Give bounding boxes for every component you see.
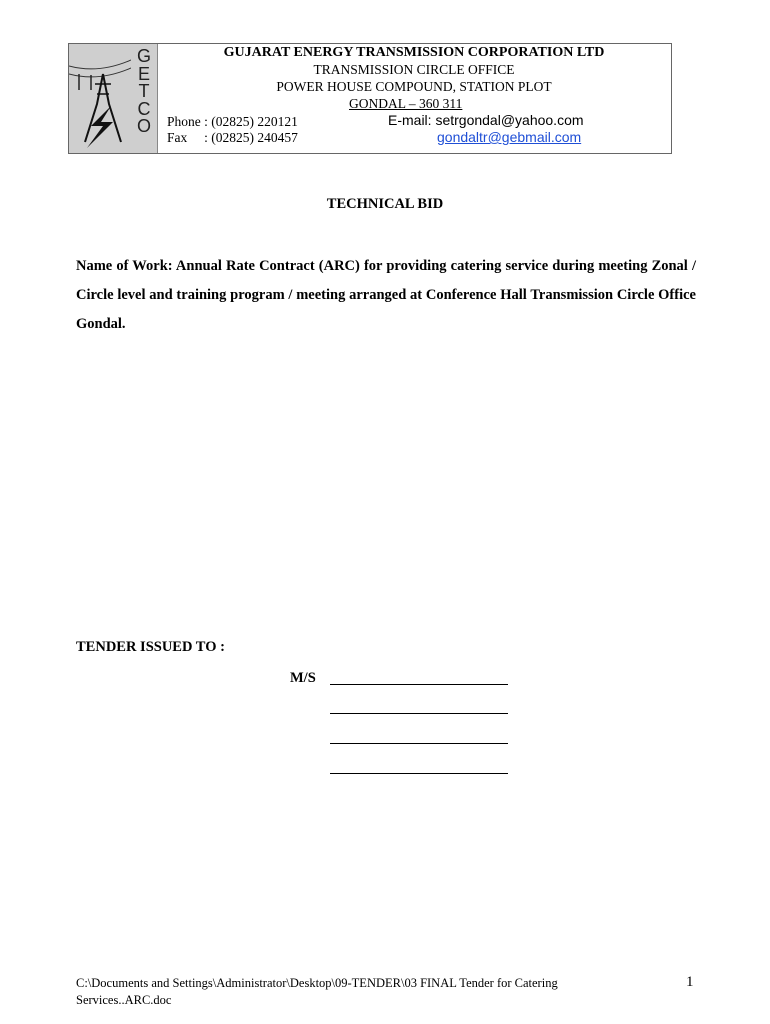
office-address: POWER HOUSE COMPOUND, STATION PLOT: [276, 79, 552, 94]
logo-letter: E: [137, 63, 150, 84]
tender-issued-label: TENDER ISSUED TO :: [76, 639, 225, 655]
page-number: 1: [686, 974, 694, 990]
footer-file-path: C:\Documents and Settings\Administrator\Desktop\09-TENDER\03 FINAL Tender for Catering Services..ARC.doc: [76, 976, 558, 1007]
document-heading: TECHNICAL BID: [326, 196, 444, 212]
email-address: E-mail: setrgondal@yahoo.com: [388, 112, 584, 128]
company-name: GUJARAT ENERGY TRANSMISSION CORPORATION LTD: [223, 45, 605, 60]
office-city: GONDAL – 360 311: [349, 96, 463, 111]
logo-letter: G: [136, 46, 151, 66]
getco-logo: [69, 44, 158, 153]
phone-number: Phone : (02825) 220121: [167, 114, 298, 129]
logo-letter: C: [137, 98, 151, 119]
email-link[interactable]: gondaltr@gebmail.com: [437, 129, 582, 145]
office-name: TRANSMISSION CIRCLE OFFICE: [313, 62, 515, 77]
name-of-work-paragraph: Name of Work: Annual Rate Contract (ARC) for providing catering service during meeting Zonal / Circle level and training program / meeting arranged at Conference Hall Transmission Circle Office Gondal.: [76, 258, 696, 332]
logo-letter: T: [138, 81, 150, 101]
fax-number: Fax : (02825) 240457: [167, 130, 298, 145]
ms-label: M/S: [290, 670, 316, 686]
blank-line: [330, 743, 508, 744]
blank-line: [330, 713, 508, 714]
transmission-tower-icon: [69, 44, 131, 153]
blank-line: [330, 684, 508, 685]
blank-line: [330, 773, 508, 774]
letterhead: [68, 43, 672, 154]
logo-letter: O: [136, 116, 151, 136]
logo-letters: [133, 48, 155, 136]
